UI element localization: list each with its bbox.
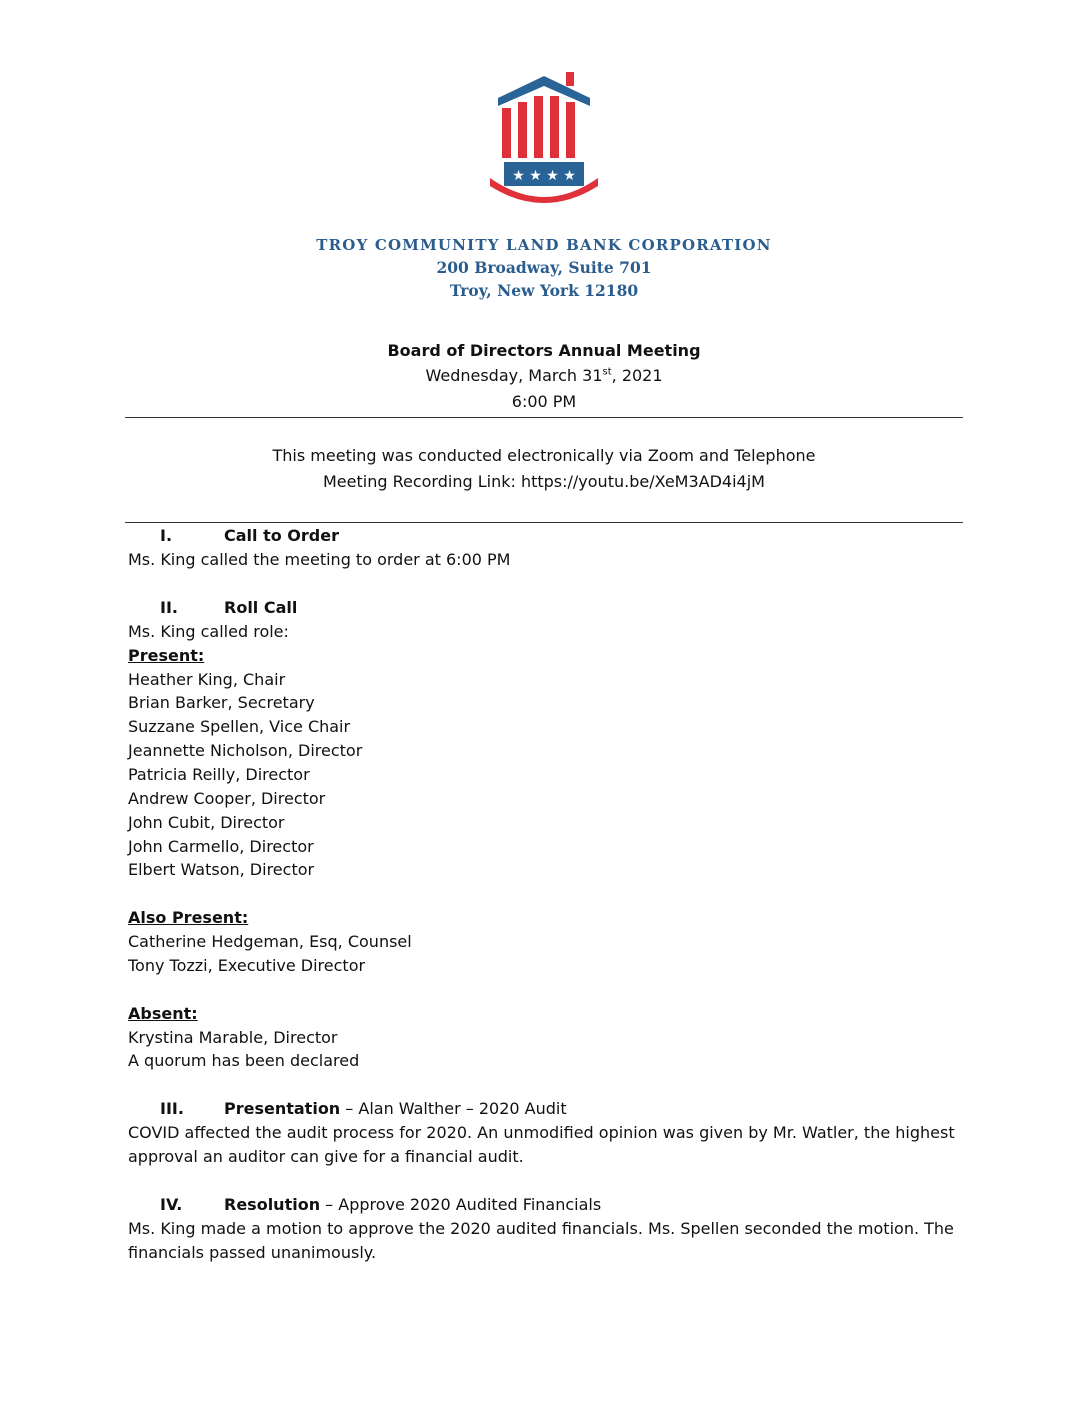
attendee: John Cubit, Director [128, 813, 285, 832]
attendee: Heather King, Chair [128, 670, 286, 689]
attendee: Jeannette Nicholson, Director [128, 741, 363, 760]
divider [125, 522, 963, 523]
attendee: John Carmello, Director [128, 837, 314, 856]
presentation-text: approval an auditor can give for a financial audit. [128, 1147, 524, 1166]
section-heading-call-to-order: I. Call to Order [160, 526, 339, 545]
attendee: Andrew Cooper, Director [128, 789, 326, 808]
org-address-line2: Troy, New York 12180 [449, 281, 639, 300]
absent-label: Absent: [128, 1004, 198, 1023]
quorum-statement: A quorum has been declared [128, 1051, 360, 1070]
meeting-time: 6:00 PM [511, 392, 577, 411]
divider [125, 417, 963, 418]
attendee: Patricia Reilly, Director [128, 765, 310, 784]
recording-link: Meeting Recording Link: https://youtu.be/XeM3AD4i4jM [323, 472, 765, 491]
attendee: Suzzane Spellen, Vice Chair [128, 717, 351, 736]
roll-call-intro: Ms. King called role: [128, 622, 289, 641]
meeting-title: Board of Directors Annual Meeting [387, 341, 701, 360]
also-present-label: Also Present: [128, 908, 249, 927]
attendee: Catherine Hedgeman, Esq, Counsel [128, 932, 412, 951]
attendee: Elbert Watson, Director [128, 860, 315, 879]
absent-member: Krystina Marable, Director [128, 1028, 338, 1047]
section-heading-roll-call: II. Roll Call [160, 598, 298, 617]
land-bank-logo [486, 70, 602, 208]
resolution-text: financials passed unanimously. [128, 1243, 377, 1262]
call-to-order-text: Ms. King called the meeting to order at 6:00 PM [128, 550, 511, 569]
org-address-line1: 200 Broadway, Suite 701 [436, 258, 652, 277]
org-name: TROY COMMUNITY LAND BANK CORPORATION [316, 236, 772, 254]
svg-text:★ ★ ★ ★: ★ ★ ★ ★ [512, 168, 576, 184]
resolution-text: Ms. King made a motion to approve the 2020 audited financials. Ms. Spellen seconded the motion. The [128, 1219, 954, 1238]
attendee: Brian Barker, Secretary [128, 693, 315, 712]
presentation-text: COVID affected the audit process for 2020. An unmodified opinion was given by Mr. Watler, the highest [128, 1123, 955, 1142]
meeting-format-note: This meeting was conducted electronically via Zoom and Telephone [272, 446, 816, 465]
section-heading-resolution: IV. Resolution – Approve 2020 Audited Financials [160, 1195, 602, 1214]
present-label: Present: [128, 646, 205, 665]
attendee: Tony Tozzi, Executive Director [128, 956, 366, 975]
section-heading-presentation: III. Presentation – Alan Walther – 2020 Audit [160, 1099, 567, 1118]
meeting-date: Wednesday, March 31st, 2021 [425, 366, 663, 385]
